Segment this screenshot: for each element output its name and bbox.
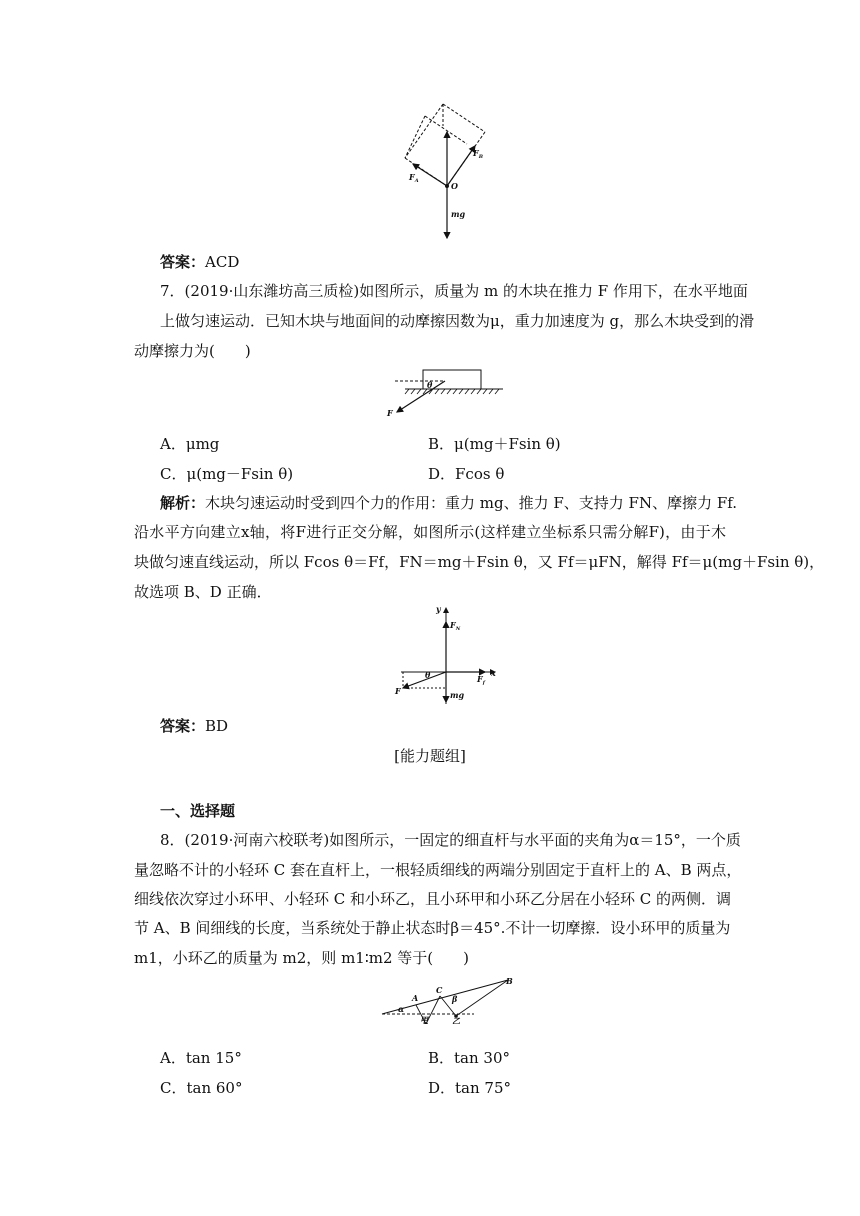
c-label: C: [436, 985, 443, 995]
coordinate-diagram: [393, 604, 503, 708]
q8-line-2: 量忽略不计的小轻环 C 套在直杆上，一根轻质细线的两端分别固定于直杆上的 A、B 两点，: [134, 861, 742, 879]
q8-option-d: D．tan 75°: [428, 1079, 512, 1097]
yi-label: 乙: [452, 1016, 460, 1024]
q8-option-c: C．tan 60°: [160, 1079, 243, 1097]
q8-option-b: B．tan 30°: [428, 1049, 511, 1067]
q7-line-2: 上做匀速运动．已知木块与地面间的动摩擦因数为μ，重力加速度为 g，那么木块受到的滑: [160, 312, 755, 330]
q7-option-a: A．μmg: [160, 435, 220, 453]
mg-label: mg: [451, 209, 466, 219]
alpha-label: α: [398, 1004, 405, 1014]
fa-label: $F_A$: [409, 172, 419, 184]
theta-label: θ: [427, 380, 433, 390]
mg-label-2: mg: [450, 690, 465, 700]
q8-line-1: 8．(2019·河南六校联考)如图所示，一固定的细直杆与水平面的夹角为α＝15°，一个质: [160, 831, 741, 849]
beta-label: β: [452, 994, 458, 1004]
answer-7: 答案：BD: [160, 717, 229, 735]
y-axis-label: y: [436, 604, 441, 614]
o-label: O: [451, 181, 458, 191]
f-label-2: F: [395, 686, 401, 696]
fb-label: $F_B$: [473, 148, 483, 160]
block-diagram: [385, 366, 515, 424]
x-axis-label: x: [491, 668, 496, 678]
subsection-title: 一、选择题: [160, 802, 236, 820]
a-label: A: [412, 993, 419, 1003]
theta-label-2: θ: [425, 670, 431, 680]
q7-solution-line-2: 沿水平方向建立x轴，将F进行正交分解，如图所示(这样建立坐标系只需分解F)，由于木: [134, 523, 726, 541]
b-label: B: [506, 976, 513, 986]
ff-label: $F_f$: [477, 674, 485, 686]
q7-solution-line-3: 块做匀速直线运动，所以 Fcos θ＝Ff，FN＝mg＋Fsin θ，又 Ff＝μFN，解得 Ff＝μ(mg＋Fsin θ)，: [134, 553, 825, 571]
q7-option-c: C．μ(mg－Fsin θ): [160, 465, 294, 483]
section-title: [能力题组]: [394, 747, 466, 765]
f-label: F: [387, 408, 393, 418]
rod-ring-diagram: [378, 974, 518, 1024]
q7-line-3: 动摩擦力为( ): [134, 342, 251, 360]
q8-line-5: m1，小环乙的质量为 m2，则 m1∶m2 等于( ): [134, 949, 469, 967]
jia-label: 甲: [420, 1015, 428, 1024]
q8-line-4: 节 A、B 间细线的长度，当系统处于静止状态时β＝45°.不计一切摩擦．设小环甲的质量为: [134, 919, 731, 937]
fn-label: $F_N$: [450, 620, 461, 632]
answer-6: 答案：ACD: [160, 253, 240, 271]
q7-option-b: B．μ(mg＋Fsin θ): [428, 435, 561, 453]
q7-line-1: 7．(2019·山东潍坊高三质检)如图所示，质量为 m 的木块在推力 F 作用下，在水平地面: [160, 282, 748, 300]
q8-option-a: A．tan 15°: [160, 1049, 242, 1067]
q8-line-3: 细线依次穿过小环甲、小轻环 C 和小环乙，且小环甲和小环乙分居在小轻环 C 的两侧．调: [134, 890, 732, 908]
q7-solution-line-1: 解析：木块匀速运动时受到四个力的作用：重力 mg、推力 F、支持力 FN、摩擦力 Ff.: [160, 494, 738, 512]
q7-solution-line-4: 故选项 B、D 正确．: [134, 583, 272, 601]
q7-option-d: D．Fcos θ: [428, 465, 505, 483]
force-diagram-1: [395, 96, 495, 246]
